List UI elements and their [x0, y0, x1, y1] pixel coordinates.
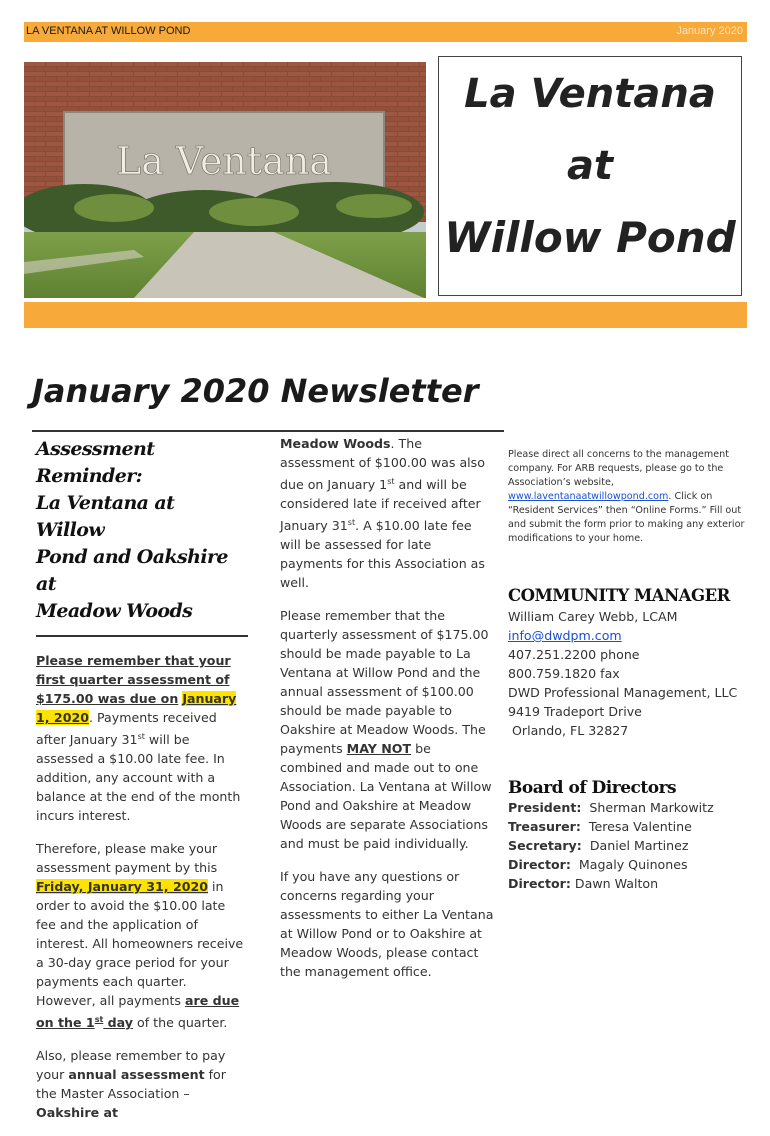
col2-paragraph-1: Meadow Woods. The assessment of $100.00 was also due on January 1st and will be considered late if received after January 31st. A $10.00 late fee will be assessed for late payments for this Association as well. — [280, 436, 485, 591]
contact-column — [508, 448, 746, 893]
title-box — [438, 56, 742, 296]
header-bar — [24, 22, 747, 42]
title-line-1: La Ventana — [464, 71, 716, 117]
manager-name: William Carey Webb, LCAM — [508, 609, 678, 624]
assessment-column — [36, 436, 248, 1136]
header-date: January 2020 — [676, 25, 743, 37]
assessment-continued-column — [280, 434, 494, 995]
heading-divider — [36, 635, 248, 637]
assessment-heading: Assessment Reminder: La Ventana at Willow Pond and Oakshire at Meadow Woods — [36, 438, 228, 622]
header-org: LA VENTANA AT WILLOW POND — [26, 25, 191, 37]
manager-fax: 800.759.1820 fax — [508, 666, 620, 681]
manager-email-link[interactable]: info@dwdpm.com — [508, 628, 622, 643]
board-member: Treasurer: Teresa Valentine — [508, 819, 692, 834]
col2-paragraph-2: Please remember that the quarterly assessment of $175.00 should be made payable to La Ventana at Willow Pond and the annual assessment of $100.00 should be made payable to Oakshire at Meadow Woods. The payments MAY NOT be combined and made out to one Association. La Ventana at Willow Pond and Oakshire at Meadow Woods are separate Associations and must be paid individually. — [280, 608, 492, 852]
assessment-paragraph-1: Please remember that your first quarter assessment of $175.00 was due on January 1, 2020. Payments received after January 31st will be assessed a $10.00 late fee. In addition, any account with a balance at the end of the month incurs interest. — [36, 653, 241, 824]
community-manager-heading: COMMUNITY MANAGER — [508, 586, 730, 605]
manager-street: 9419 Tradeport Drive — [508, 704, 642, 719]
board-heading: Board of Directors — [508, 778, 677, 798]
title-divider — [32, 430, 504, 432]
col2-paragraph-3: If you have any questions or concerns regarding your assessments to either La Ventana at Willow Pond or to Oakshire at Meadow Woods, please contact the management office. — [280, 869, 494, 980]
board-member: Director: Magaly Quinones — [508, 857, 688, 872]
board-member: President: Sherman Markowitz — [508, 800, 714, 815]
newsletter-title: January 2020 Newsletter — [32, 372, 479, 410]
sign-text: La Ventana — [116, 139, 332, 183]
assessment-paragraph-2: Therefore, please make your assessment payment by this Friday, January 31, 2020 in order to avoid the $10.00 late fee and the application of interest. All homeowners receive a 30-day grace period for your payments each quarter. However, all payments are due on the 1st day of the quarter. — [36, 841, 244, 1031]
community-manager-details — [508, 607, 746, 740]
accent-bar — [24, 302, 747, 328]
assessment-paragraph-3: Also, please remember to pay your annual assessment for the Master Association – Oakshire at — [36, 1048, 226, 1121]
management-note: Please direct all concerns to the management company. For ARB requests, please go to the Association’s website, www.laventanaatwillowpond.com. Click on “Resident Services” then “Online Forms.” Fill out and submit the form prior to making any exterior modifications to your home. — [508, 449, 745, 544]
manager-phone: 407.251.2200 phone — [508, 647, 640, 662]
board-list — [508, 798, 746, 893]
manager-company: DWD Professional Management, LLC — [508, 685, 738, 700]
manager-city: Orlando, FL 32827 — [508, 723, 629, 738]
board-member: Director: Dawn Walton — [508, 876, 659, 891]
title-line-3: Willow Pond — [444, 213, 736, 262]
title-line-2: at — [566, 143, 614, 189]
association-website-link[interactable]: www.laventanaatwillowpond.com — [508, 491, 669, 502]
board-member: Secretary: Daniel Martinez — [508, 838, 689, 853]
entrance-sign-photo — [24, 62, 426, 298]
